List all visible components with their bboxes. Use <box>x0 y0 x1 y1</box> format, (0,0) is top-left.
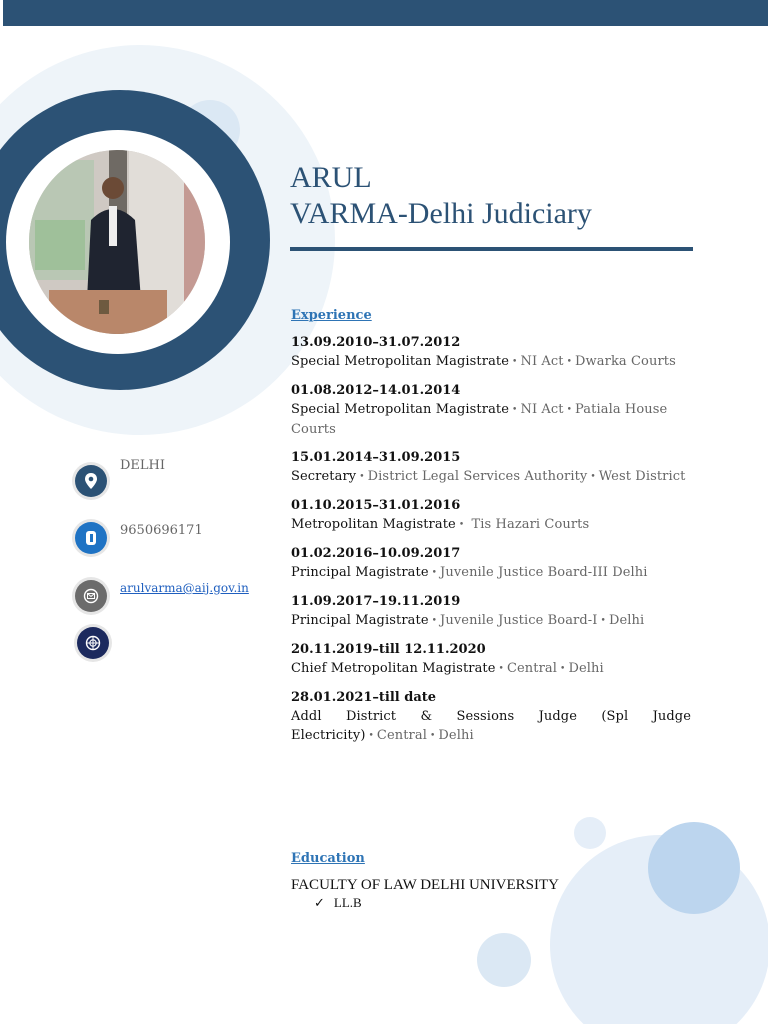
experience-list <box>291 334 691 756</box>
job-entry <box>291 545 691 583</box>
job-dates: 01.10.2015–31.01.2016 <box>291 498 461 513</box>
education-degree: LL.B <box>333 895 362 910</box>
job-entry <box>291 382 691 439</box>
job-entry <box>291 334 691 372</box>
job-dates: 11.09.2017–19.11.2019 <box>291 594 461 609</box>
location-pin-icon <box>75 465 107 497</box>
job-dates: 20.11.2019–till 12.11.2020 <box>291 642 486 657</box>
checkmark-icon: ✓ <box>314 895 325 910</box>
job-dates: 15.01.2014–31.09.2015 <box>291 450 461 465</box>
contact-phone: 9650696171 <box>120 523 203 538</box>
education-degree-item <box>314 895 362 911</box>
name-line-1: ARUL <box>290 161 372 194</box>
contact-location: DELHI <box>120 458 166 473</box>
contact-email-link[interactable]: arulvarma@aij.gov.in <box>120 581 249 595</box>
job-entry <box>291 449 691 487</box>
profile-photo <box>29 150 205 334</box>
job-description: Addl District & Sessions Judge (Spl Judge Electricity) • Central • Delhi <box>291 709 691 743</box>
phone-icon <box>75 522 107 554</box>
job-entry <box>291 641 691 679</box>
job-entry <box>291 497 691 535</box>
job-entry <box>291 689 691 746</box>
education-heading: Education <box>291 851 365 866</box>
job-description: Secretary • District Legal Services Authority • West District <box>291 469 686 484</box>
web-icon[interactable] <box>77 627 109 659</box>
job-description: Principal Magistrate • Juvenile Justice Board-III Delhi <box>291 565 648 580</box>
job-description: Principal Magistrate • Juvenile Justice Board-I • Delhi <box>291 613 645 628</box>
job-description: Chief Metropolitan Magistrate • Central • Delhi <box>291 661 604 676</box>
education-institution: FACULTY OF LAW DELHI UNIVERSITY <box>291 877 559 893</box>
experience-heading: Experience <box>291 308 372 323</box>
job-entry <box>291 593 691 631</box>
name-underline <box>290 247 693 251</box>
person-name <box>290 160 710 232</box>
email-icon <box>75 580 107 612</box>
job-dates: 28.01.2021–till date <box>291 690 437 705</box>
job-description: Special Metropolitan Magistrate • NI Act • Dwarka Courts <box>291 354 676 369</box>
name-line-2: VARMA-Delhi Judiciary <box>290 197 592 230</box>
job-description: Metropolitan Magistrate • Tis Hazari Courts <box>291 517 590 532</box>
job-description: Special Metropolitan Magistrate • NI Act • Patiala House Courts <box>291 402 668 437</box>
job-dates: 01.02.2016–10.09.2017 <box>291 546 461 561</box>
job-dates: 13.09.2010–31.07.2012 <box>291 335 461 350</box>
job-dates: 01.08.2012–14.01.2014 <box>291 383 461 398</box>
